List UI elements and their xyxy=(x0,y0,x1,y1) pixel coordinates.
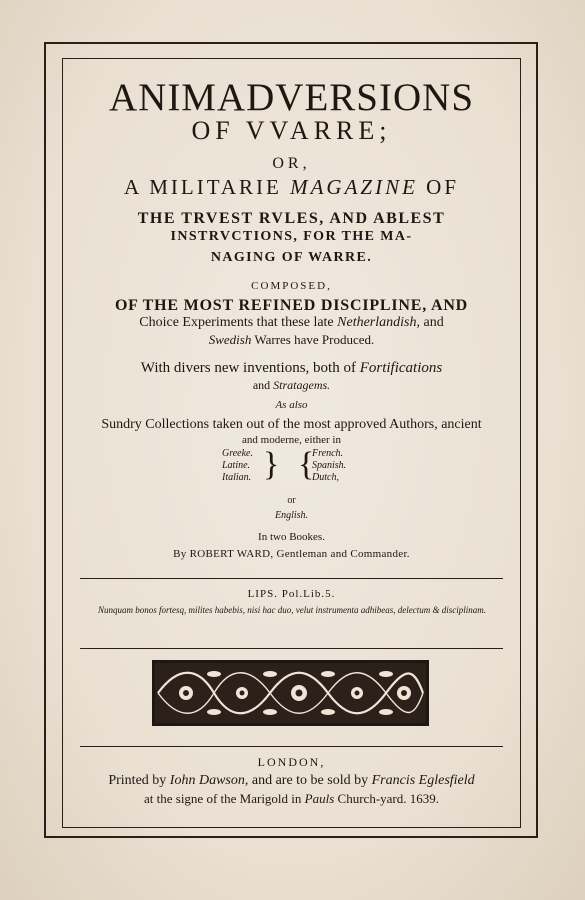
subtitle-part-c: OF xyxy=(426,175,460,199)
language-item: Spanish. xyxy=(312,460,347,471)
collections-part-b: Authors, ancient xyxy=(389,417,482,432)
collections-line xyxy=(62,417,521,433)
subtitle-line xyxy=(62,175,521,200)
imprint-part-a: Printed by xyxy=(108,773,167,788)
language-item: French. xyxy=(312,448,344,459)
author-by: By xyxy=(173,548,187,560)
languages-block xyxy=(62,448,521,488)
language-item: Dutch, xyxy=(312,472,339,483)
or-line: OR, xyxy=(272,155,311,172)
as-also-line: As also xyxy=(275,399,308,411)
imprint-sign: at the signe of the Marigold in xyxy=(144,791,302,806)
floral-ornament-icon xyxy=(152,660,429,726)
experiments-part-a: Choice Experiments that these late xyxy=(139,315,334,330)
place-line: LONDON, xyxy=(257,755,326,769)
subtitle-part-b: MAGAZINE xyxy=(290,175,418,199)
main-title-line2: OF VVARRE; xyxy=(191,116,392,145)
languages-right xyxy=(312,448,346,484)
stratagems-part-a: and xyxy=(252,378,271,392)
author-line xyxy=(62,548,521,560)
warres-part-a: Swedish xyxy=(208,332,252,347)
composed-line: COMPOSED, xyxy=(251,280,332,292)
english-line: English. xyxy=(274,510,309,521)
imprint-line-2 xyxy=(62,791,521,807)
author-name: ROBERT WARD, xyxy=(189,548,274,560)
languages-left xyxy=(222,448,253,484)
discipline-line: OF THE MOST REFINED DISCIPLINE, AND xyxy=(114,297,469,314)
experiments-part-c: and xyxy=(423,315,444,330)
imprint-printer: Iohn Dawson, xyxy=(169,773,249,788)
inventions-part-b: Fortifications xyxy=(359,360,443,376)
experiments-line xyxy=(62,315,521,331)
title-page-content xyxy=(62,58,521,828)
imprint-line-1 xyxy=(62,773,521,789)
language-item: Latine. xyxy=(222,460,251,471)
main-title: ANIMADVERSIONS xyxy=(108,76,475,119)
horizontal-rule xyxy=(80,746,503,747)
horizontal-rule xyxy=(80,578,503,579)
warres-line xyxy=(62,332,521,348)
books-line: In two Bookes. xyxy=(258,531,325,543)
moderne-line: and moderne, either in xyxy=(242,434,341,446)
brace-right-icon: { xyxy=(298,446,315,483)
stratagems-part-b: Stratagems. xyxy=(273,378,331,392)
imprint-date: Church-yard. 1639. xyxy=(337,791,439,806)
horizontal-rule xyxy=(80,648,503,649)
imprint-seller: Francis Eglesfield xyxy=(371,773,475,788)
experiments-part-b: Netherlandish, xyxy=(337,315,420,330)
language-item: Italian. xyxy=(222,472,252,483)
imprint-pauls: Pauls xyxy=(304,791,335,806)
citation-line: LIPS. Pol.Lib.5. xyxy=(247,588,336,600)
subtitle-part-a: A MILITARIE xyxy=(123,175,282,199)
warres-part-b: Warres have Produced. xyxy=(254,332,375,347)
inventions-line xyxy=(62,360,521,377)
or-line-2: or xyxy=(287,495,296,506)
subtitle-line6: INSTRVCTIONS, FOR THE MA- xyxy=(170,229,413,244)
brace-left-icon: } xyxy=(263,446,280,483)
inventions-part-a: With divers new inventions, both of xyxy=(140,360,356,376)
imprint-part-c: and are to be sold by xyxy=(251,773,369,788)
stratagems-line xyxy=(62,378,521,393)
language-item: Greeke. xyxy=(222,448,253,459)
author-title: Gentleman and Commander. xyxy=(276,548,410,560)
latin-quote: Nunquam bonos fortesq, milites habebis, nisi hac duo, velut instrumenta adhibeas, delectum & disciplinam. xyxy=(98,605,486,615)
subtitle-line7: NAGING OF WARRE. xyxy=(210,250,373,265)
subtitle-line5: THE TRVEST RVLES, AND ABLEST xyxy=(137,210,446,227)
collections-part-a: Sundry Collections taken out of the most approved xyxy=(101,417,387,432)
